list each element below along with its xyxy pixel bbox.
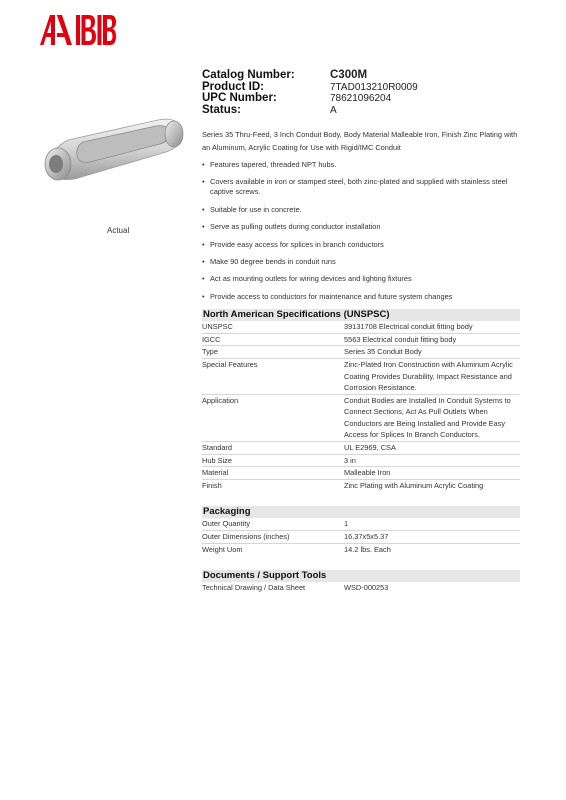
spec-value: UL E2969, CSA: [344, 443, 396, 453]
spec-row: [202, 346, 520, 359]
spec-key: Hub Size: [202, 455, 232, 465]
spec-row: [202, 334, 520, 347]
upc-number-label: UPC Number:: [202, 92, 277, 104]
spec-key: UNSPSC: [202, 322, 233, 332]
feature-item: • Features tapered, threaded NPT hubs.: [202, 160, 520, 170]
packaging-header: Packaging: [202, 506, 520, 518]
feature-item: • Make 90 degree bends in conduit runs: [202, 257, 520, 267]
spec-value: Conduit Bodies are Installed In Conduit Systems to Connect Sections, Act As Pull Outlets When Conductors are Being Installed and Provide Easy Access for Splices In Branch Conductors.: [344, 395, 511, 440]
spec-row: [202, 455, 520, 468]
spec-value: 5563 Electrical conduit fitting body: [344, 334, 457, 344]
specifications-header: North American Specifications (UNSPSC): [202, 309, 520, 321]
packaging-key: Outer Quantity: [202, 519, 251, 529]
packaging-value: 16.37x5x5.37: [344, 532, 389, 542]
spec-value: 3 in: [344, 455, 356, 465]
product-id-label: Product ID:: [202, 80, 264, 93]
packaging-key: Weight Uom: [202, 544, 243, 554]
abb-logo: [40, 15, 116, 45]
feature-item: • Covers available in iron or stamped steel, both zinc-plated and supplied with stainless steel captive screws.: [202, 177, 520, 197]
status-label: Status:: [202, 103, 241, 116]
packaging-row: [202, 544, 520, 556]
spec-value: 39131708 Electrical conduit fitting body: [344, 322, 473, 332]
product-id-value: 7TAD013210R0009: [330, 81, 418, 93]
catalog-number-label: Catalog Number:: [202, 69, 295, 81]
document-link[interactable]: WSD-000253: [344, 583, 389, 593]
catalog-number-value: C300M: [330, 69, 368, 81]
feature-item: • Suitable for use in concrete.: [202, 205, 520, 215]
spec-row: [202, 359, 520, 395]
spec-key: Standard: [202, 443, 232, 453]
spec-row: [202, 395, 520, 442]
spec-value: Zinc-Plated Iron Construction with Aluminum Acrylic Coating Provides Durability, Impact Resistance and Corrosion Resistance.: [344, 359, 513, 393]
spec-key: Application: [202, 395, 239, 405]
packaging-section: [202, 506, 520, 555]
packaging-key: Outer Dimensions (inches): [202, 532, 290, 542]
documents-header: Documents / Support Tools: [202, 570, 520, 582]
image-caption: Actual: [107, 226, 130, 235]
feature-item: • Act as mounting outlets for wiring devices and lighting fixtures: [202, 274, 520, 284]
status-value: A: [330, 104, 337, 116]
spec-key: Special Features: [202, 359, 258, 369]
upc-number-value: 78621096204: [330, 93, 392, 104]
product-description: Series 35 Thru-Feed, 3 Inch Conduit Body, Body Material Malleable Iron, Finish Zinc Plating with an Aluminum, Acrylic Coating for Use with Rigid/IMC Conduit: [202, 130, 518, 152]
document-key: Technical Drawing / Data Sheet: [202, 583, 306, 593]
spec-value: Malleable Iron: [344, 468, 391, 478]
spec-value: Series 35 Conduit Body: [344, 347, 422, 357]
packaging-row: [202, 531, 520, 544]
spec-value: Zinc Plating with Aluminum Acrylic Coating: [344, 480, 484, 490]
product-image-conduit-body: [38, 112, 188, 192]
packaging-value: 14.2 lbs. Each: [344, 544, 391, 554]
spec-row: [202, 321, 520, 334]
product-identity: [202, 70, 520, 116]
spec-row: [202, 467, 520, 480]
spec-key: IGCC: [202, 334, 221, 344]
features-list: [202, 160, 520, 302]
documents-section: [202, 570, 520, 594]
spec-row: [202, 442, 520, 455]
spec-row: [202, 480, 520, 492]
feature-item: • Serve as pulling outlets during conductor installation: [202, 222, 520, 232]
document-row: [202, 582, 520, 594]
feature-item: • Provide easy access for splices in branch conductors: [202, 240, 520, 250]
spec-key: Finish: [202, 480, 222, 490]
specifications-section: [202, 309, 520, 491]
packaging-value: 1: [344, 519, 349, 529]
packaging-row: [202, 518, 520, 531]
feature-item: • Provide access to conductors for maintenance and future system changes: [202, 292, 520, 302]
spec-key: Material: [202, 468, 229, 478]
spec-key: Type: [202, 347, 219, 357]
main-content: [202, 70, 520, 594]
